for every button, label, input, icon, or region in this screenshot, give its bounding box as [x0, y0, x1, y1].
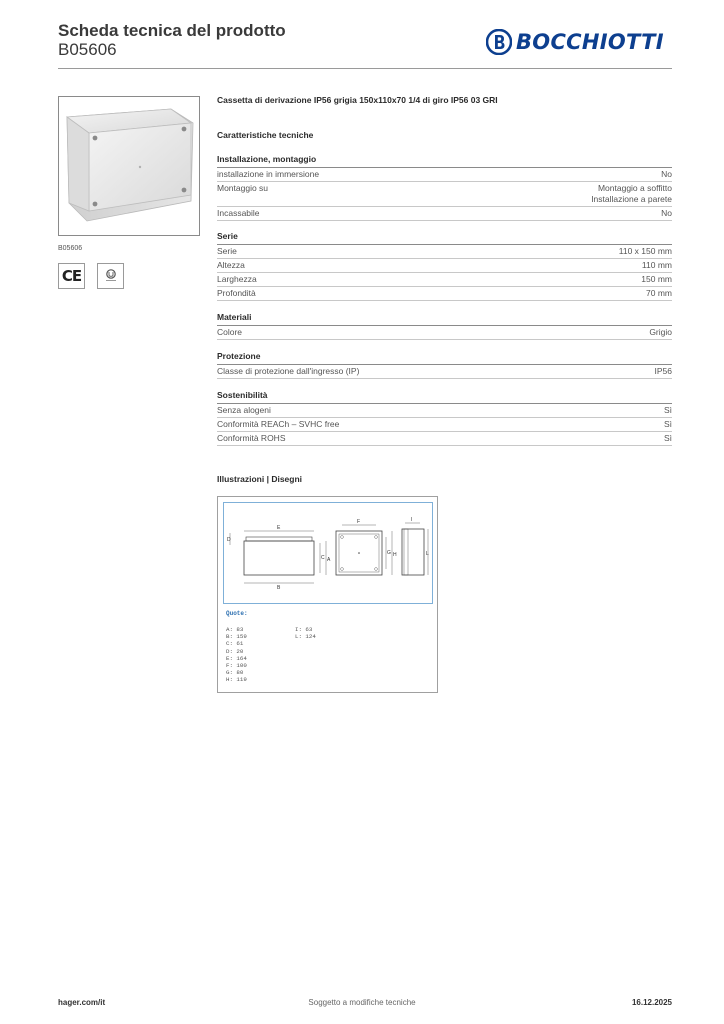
- quote-title: Quote:: [226, 610, 248, 617]
- spec-label: Larghezza: [217, 274, 257, 284]
- quote-item: H: 119: [226, 676, 247, 684]
- spec-row: [217, 287, 672, 301]
- spec-value: 110 mm: [641, 260, 672, 270]
- section-title: Installazione, montaggio: [217, 154, 672, 168]
- spec-label: Montaggio su: [217, 183, 269, 193]
- product-title: Cassetta di derivazione IP56 grigia 150x110x70 1/4 di giro IP56 03 GRI: [217, 95, 498, 105]
- quote-item: L: 124: [295, 633, 316, 641]
- ce-mark-icon: CE: [58, 263, 85, 289]
- illustrations-title: Illustrazioni | Disegni: [217, 474, 303, 484]
- section-installazione: [217, 154, 672, 221]
- quote-item: G: 80: [226, 669, 244, 677]
- spec-value: 150 mm: [641, 274, 672, 284]
- spec-label: installazione in immersione: [217, 169, 320, 179]
- technical-content: [217, 95, 672, 446]
- spec-value: Sì: [663, 433, 672, 443]
- dim-label-h: H: [393, 552, 397, 558]
- dim-label-b: B: [277, 585, 281, 591]
- spec-row: [217, 365, 672, 379]
- spec-label: Classe di protezione dall'ingresso (IP): [217, 366, 360, 376]
- dim-label-f: F: [357, 519, 361, 525]
- spec-label: Profondità: [217, 288, 256, 298]
- quote-list-left: [226, 626, 247, 684]
- quote-item: A: 83: [226, 626, 244, 633]
- dim-label-d: D: [227, 537, 231, 543]
- footer-date: 16.12.2025: [631, 998, 672, 1007]
- section-title: Materiali: [217, 312, 672, 326]
- image-caption: B05606: [58, 245, 83, 252]
- footer-note: Soggetto a modifiche tecniche: [308, 998, 416, 1007]
- section-serie: [217, 231, 672, 301]
- dim-label-a: A: [327, 557, 331, 563]
- dimension-drawing: [224, 503, 432, 603]
- spec-value: Montaggio a soffitto Installazione a parete: [591, 183, 672, 204]
- spec-row: [217, 259, 672, 273]
- dim-label-c: C: [321, 555, 325, 561]
- product-code: B05606: [58, 40, 117, 59]
- product-image: [58, 96, 200, 236]
- section-title: Protezione: [217, 351, 672, 365]
- technical-drawing: [217, 496, 438, 693]
- spec-row: [217, 432, 672, 446]
- quote-item: B: 159: [226, 633, 247, 641]
- spec-label: Conformità ROHS: [217, 433, 286, 443]
- spec-value: IP56: [654, 366, 672, 376]
- spec-value: Grigio: [649, 327, 672, 337]
- section-sostenibilita: [217, 390, 672, 446]
- section-protezione: [217, 351, 672, 379]
- spec-row: [217, 326, 672, 340]
- brand-name: BOCCHIOTTI: [516, 30, 664, 54]
- spec-row: [217, 207, 672, 221]
- spec-value: No: [661, 208, 672, 218]
- junction-box-image: [59, 97, 199, 235]
- spec-value: 70 mm: [646, 288, 672, 298]
- spec-label: Altezza: [217, 260, 245, 270]
- certification-mark-icon: [97, 263, 124, 289]
- footer-website-link[interactable]: hager.com/it: [58, 998, 106, 1007]
- dim-label-l: L: [426, 551, 429, 557]
- dim-label-g: G: [387, 550, 391, 556]
- spec-label: Colore: [217, 327, 243, 337]
- spec-row: [217, 245, 672, 259]
- spec-row: [217, 182, 672, 207]
- quote-list-right: [295, 626, 316, 640]
- quote-item: C: 61: [226, 640, 244, 648]
- bocchiotti-logo-icon: [486, 29, 512, 55]
- dim-label-i: I: [411, 517, 413, 523]
- spec-label: Serie: [217, 246, 237, 256]
- header-divider: [58, 68, 672, 69]
- characteristics-title: Caratteristiche tecniche: [217, 130, 314, 140]
- brand-logo: [486, 29, 664, 55]
- dim-label-e: E: [277, 525, 281, 531]
- drawing-frame: [223, 502, 433, 604]
- quote-item: D: 20: [226, 647, 244, 655]
- spec-row: [217, 168, 672, 182]
- quote-item: F: 100: [226, 662, 247, 670]
- page-title: Scheda tecnica del prodotto: [58, 21, 286, 40]
- quote-item: E: 164: [226, 654, 247, 662]
- section-title: Sostenibilità: [217, 390, 672, 404]
- spec-value: Sì: [663, 405, 672, 415]
- spec-label: Incassabile: [217, 208, 260, 218]
- section-title: Serie: [217, 231, 672, 245]
- quote-item: I: 63: [295, 626, 313, 633]
- spec-value: Sì: [663, 419, 672, 429]
- spec-row: [217, 418, 672, 432]
- spec-row: [217, 273, 672, 287]
- spec-value: 110 x 150 mm: [618, 246, 672, 256]
- spec-row: [217, 404, 672, 418]
- spec-value: No: [661, 169, 672, 179]
- section-materiali: [217, 312, 672, 340]
- spec-label: Conformità REACh – SVHC free: [217, 419, 340, 429]
- spec-label: Senza alogeni: [217, 405, 271, 415]
